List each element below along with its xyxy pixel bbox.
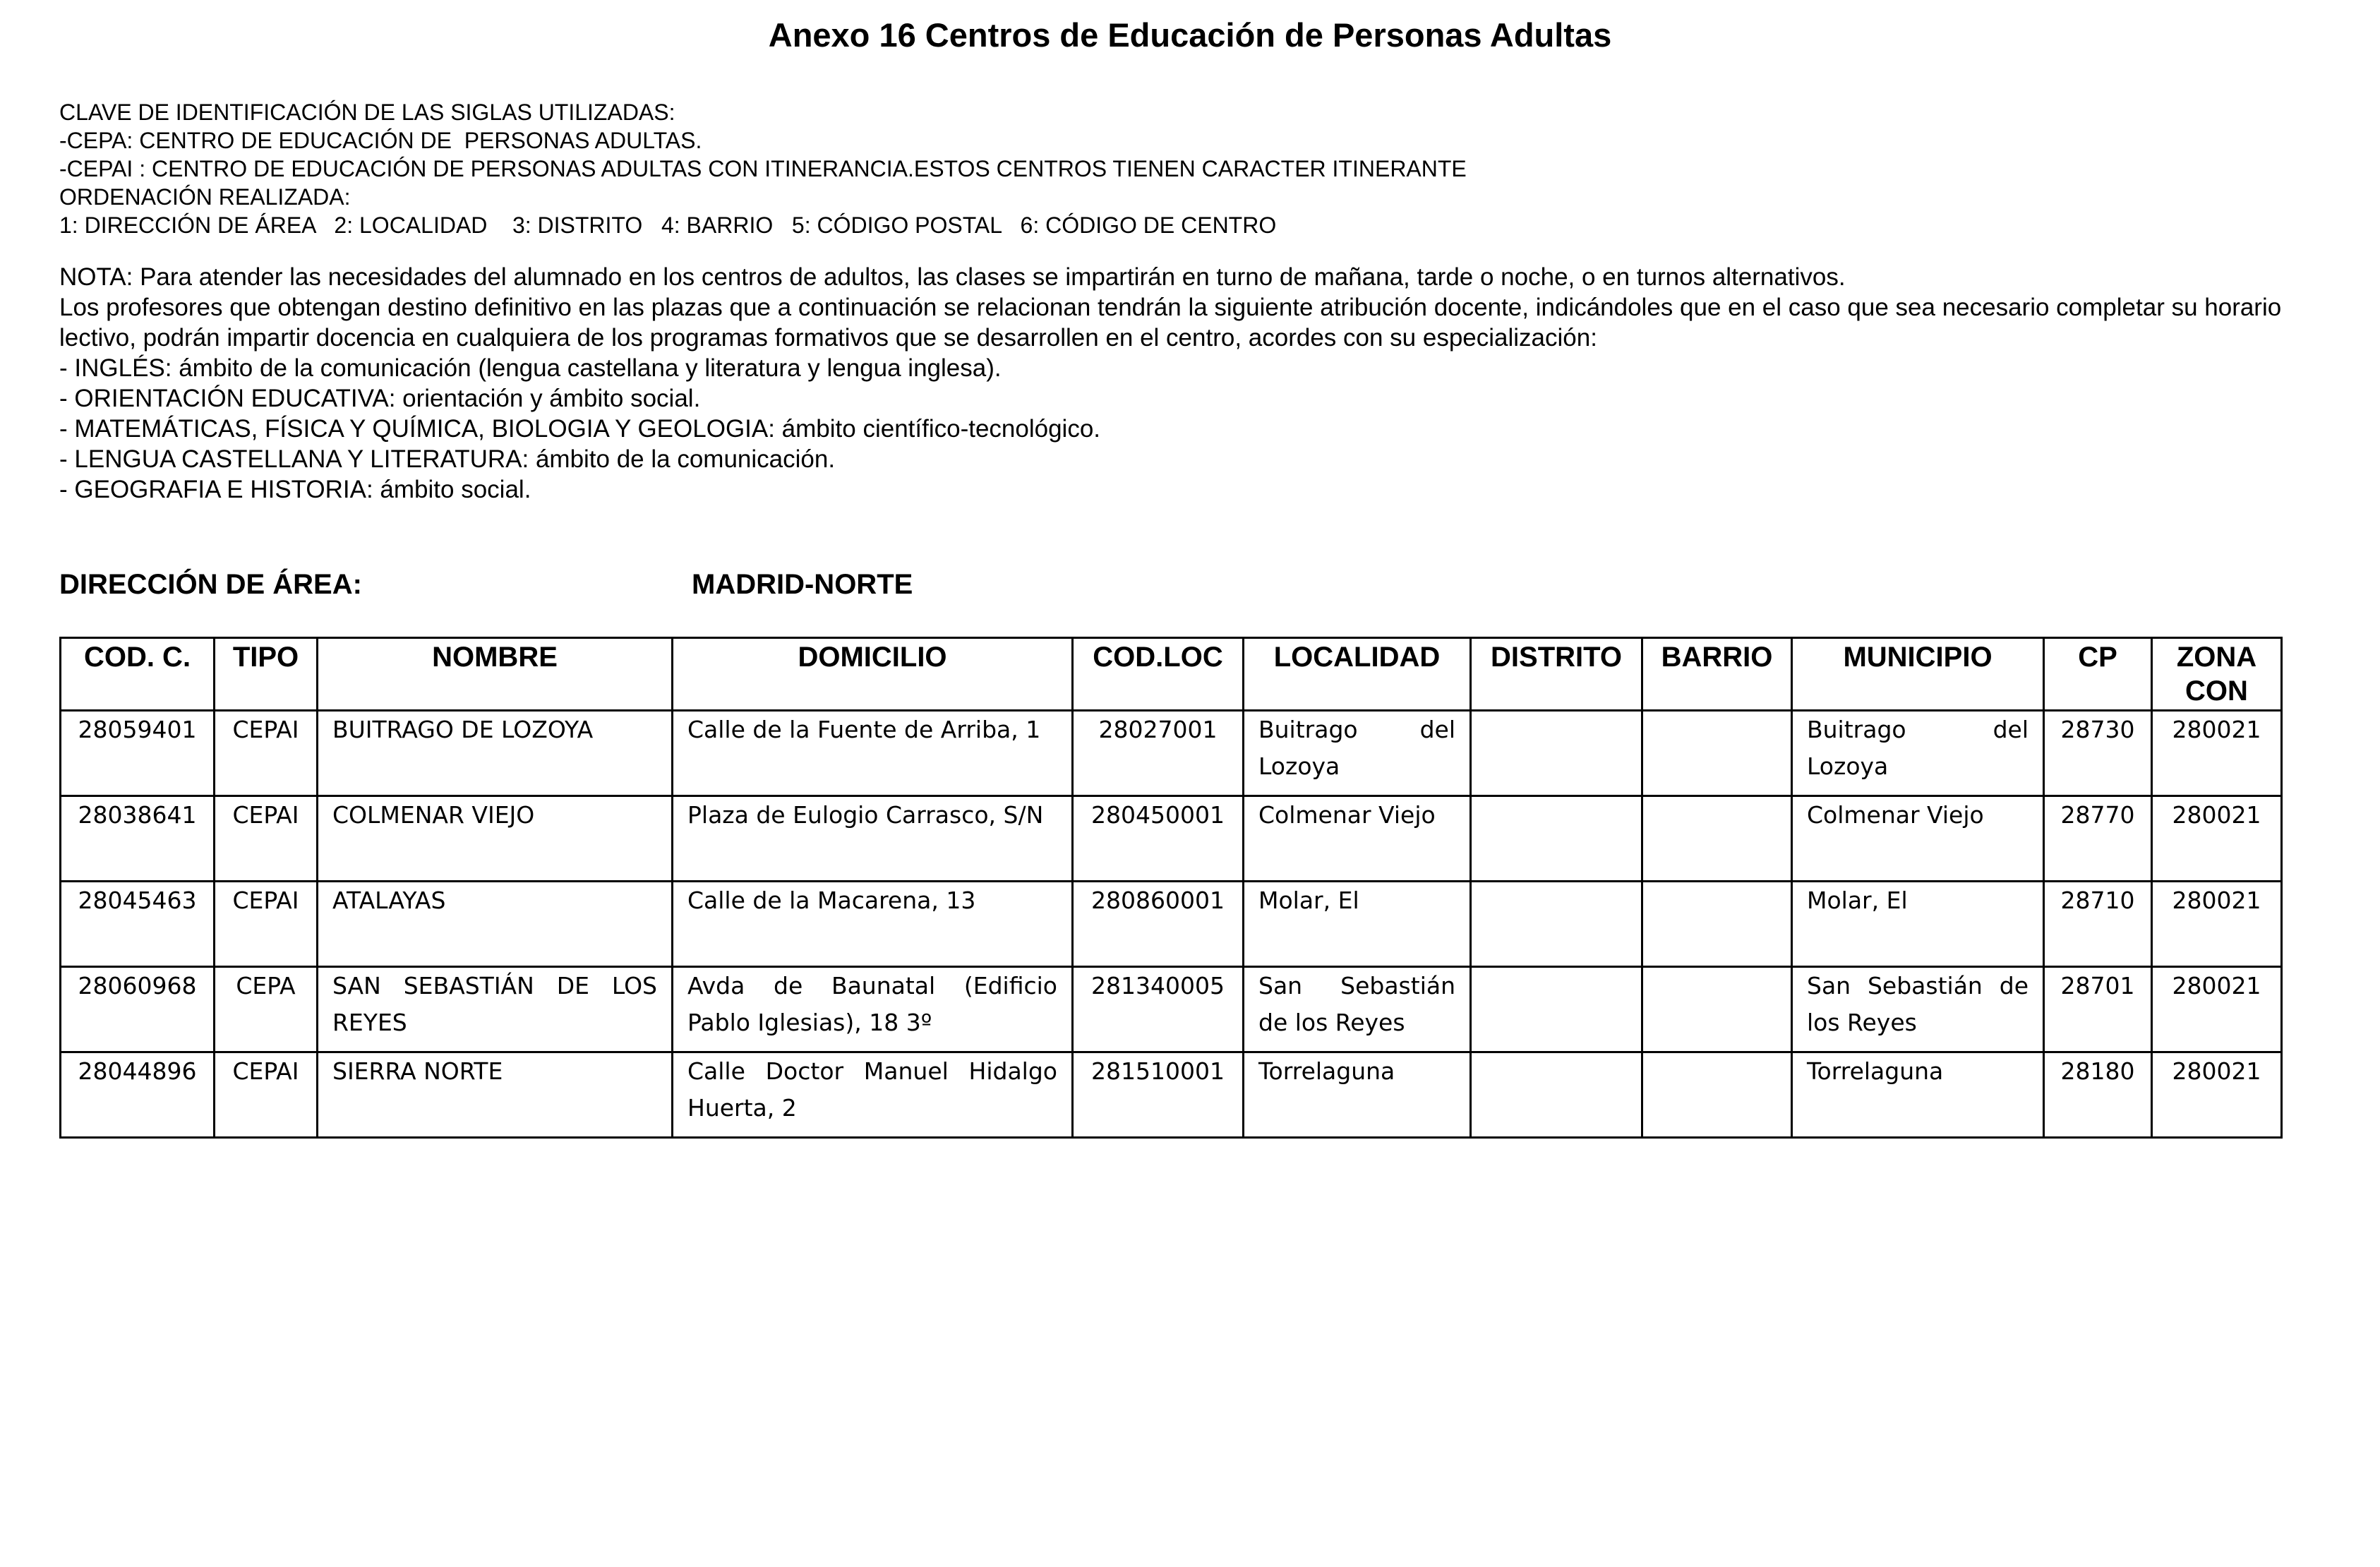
cell-neighborhood	[1642, 711, 1792, 796]
cell-municipality: Colmenar Viejo	[1792, 796, 2044, 882]
cell-name: SIERRA NORTE	[318, 1052, 673, 1138]
cell-locality: Buitrago del Lozoya	[1244, 711, 1471, 796]
page-title: Anexo 16 Centros de Educación de Personas Adultas	[768, 16, 1612, 54]
cell-locality-code: 280450001	[1073, 796, 1244, 882]
cell-code: 28044896	[61, 1052, 215, 1138]
cell-neighborhood	[1642, 796, 1792, 882]
cell-municipality: Torrelaguna	[1792, 1052, 2044, 1138]
table-row	[61, 711, 2282, 796]
column-header: DOMICILIO	[673, 638, 1073, 711]
table-row	[61, 967, 2282, 1052]
legend-line: CLAVE DE IDENTIFICACIÓN DE LAS SIGLAS UTILIZADAS:	[59, 100, 675, 125]
area-value: MADRID-NORTE	[692, 569, 913, 600]
table-header-row	[61, 638, 2282, 711]
cell-locality-code: 280860001	[1073, 882, 1244, 967]
cell-locality: Molar, El	[1244, 882, 1471, 967]
table-row	[61, 1052, 2282, 1138]
cell-address: Calle Doctor Manuel Hidalgo Huerta, 2	[673, 1052, 1073, 1138]
cell-locality: Colmenar Viejo	[1244, 796, 1471, 882]
cell-address: Calle de la Macarena, 13	[673, 882, 1073, 967]
cell-name: SAN SEBASTIÁN DE LOS REYES	[318, 967, 673, 1052]
table-row	[61, 796, 2282, 882]
cell-neighborhood	[1642, 967, 1792, 1052]
note-body: Los profesores que obtengan destino definitivo en las plazas que a continuación se relacionan tendrán la siguiente atribución docente, indicándoles que en el caso que sea necesario completar su horario lectivo, podrán impartir docencia en cualquiera de los programas formativos que se desarrollen en el centro, acordes con su especialización:	[59, 294, 2282, 352]
cell-district	[1471, 1052, 1642, 1138]
cell-locality-code: 281340005	[1073, 967, 1244, 1052]
cell-neighborhood	[1642, 1052, 1792, 1138]
centers-table	[59, 637, 2283, 1139]
cell-zone: 280021	[2152, 1052, 2282, 1138]
cell-name: BUITRAGO DE LOZOYA	[318, 711, 673, 796]
column-header: COD. C.	[61, 638, 215, 711]
cell-code: 28045463	[61, 882, 215, 967]
column-header: DISTRITO	[1471, 638, 1642, 711]
cell-code: 28059401	[61, 711, 215, 796]
cell-postal-code: 28730	[2044, 711, 2152, 796]
cell-postal-code: 28701	[2044, 967, 2152, 1052]
cell-district	[1471, 796, 1642, 882]
cell-type: CEPAI	[215, 711, 318, 796]
note-section	[59, 262, 2360, 505]
column-header: BARRIO	[1642, 638, 1792, 711]
column-header: LOCALIDAD	[1244, 638, 1471, 711]
cell-postal-code: 28180	[2044, 1052, 2152, 1138]
cell-zone: 280021	[2152, 882, 2282, 967]
note-item: - GEOGRAFIA E HISTORIA: ámbito social.	[59, 476, 531, 503]
cell-municipality: Buitrago del Lozoya	[1792, 711, 2044, 796]
note-item: - ORIENTACIÓN EDUCATIVA: orientación y ámbito social.	[59, 385, 701, 412]
cell-district	[1471, 711, 1642, 796]
cell-code: 28038641	[61, 796, 215, 882]
cell-zone: 280021	[2152, 967, 2282, 1052]
cell-code: 28060968	[61, 967, 215, 1052]
cell-zone: 280021	[2152, 796, 2282, 882]
abbreviation-legend	[59, 98, 1467, 239]
cell-locality: Torrelaguna	[1244, 1052, 1471, 1138]
cell-postal-code: 28770	[2044, 796, 2152, 882]
cell-address: Calle de la Fuente de Arriba, 1	[673, 711, 1073, 796]
cell-neighborhood	[1642, 882, 1792, 967]
cell-district	[1471, 882, 1642, 967]
column-header: CP	[2044, 638, 2152, 711]
cell-address: Avda de Baunatal (Edificio Pablo Iglesias), 18 3º	[673, 967, 1073, 1052]
cell-type: CEPAI	[215, 1052, 318, 1138]
area-label: DIRECCIÓN DE ÁREA:	[59, 569, 362, 600]
note-intro: NOTA: Para atender las necesidades del alumnado en los centros de adultos, las clases se impartirán en turno de mañana, tarde o noche, o en turnos alternativos.	[59, 263, 1846, 291]
note-item: - INGLÉS: ámbito de la comunicación (lengua castellana y literatura y lengua inglesa).	[59, 354, 1002, 382]
cell-type: CEPA	[215, 967, 318, 1052]
column-header: ZONA CON	[2152, 638, 2282, 711]
cell-municipality: San Sebastián de los Reyes	[1792, 967, 2044, 1052]
column-header: TIPO	[215, 638, 318, 711]
legend-line: -CEPAI : CENTRO DE EDUCACIÓN DE PERSONAS ADULTAS CON ITINERANCIA.ESTOS CENTROS TIENEN CARACTER ITINERANTE	[59, 156, 1467, 181]
column-header: MUNICIPIO	[1792, 638, 2044, 711]
cell-postal-code: 28710	[2044, 882, 2152, 967]
legend-line: -CEPA: CENTRO DE EDUCACIÓN DE PERSONAS ADULTAS.	[59, 128, 702, 153]
note-item: - MATEMÁTICAS, FÍSICA Y QUÍMICA, BIOLOGIA Y GEOLOGIA: ámbito científico-tecnológico.	[59, 415, 1101, 443]
column-header: NOMBRE	[318, 638, 673, 711]
column-header: COD.LOC	[1073, 638, 1244, 711]
cell-district	[1471, 967, 1642, 1052]
cell-zone: 280021	[2152, 711, 2282, 796]
cell-name: ATALAYAS	[318, 882, 673, 967]
cell-municipality: Molar, El	[1792, 882, 2044, 967]
cell-address: Plaza de Eulogio Carrasco, S/N	[673, 796, 1073, 882]
cell-locality-code: 281510001	[1073, 1052, 1244, 1138]
cell-locality: San Sebastián de los Reyes	[1244, 967, 1471, 1052]
table-row	[61, 882, 2282, 967]
legend-line: 1: DIRECCIÓN DE ÁREA 2: LOCALIDAD 3: DISTRITO 4: BARRIO 5: CÓDIGO POSTAL 6: CÓDIGO DE CENTRO	[59, 212, 1277, 238]
cell-locality-code: 28027001	[1073, 711, 1244, 796]
note-item: - LENGUA CASTELLANA Y LITERATURA: ámbito de la comunicación.	[59, 445, 836, 473]
cell-type: CEPAI	[215, 882, 318, 967]
cell-type: CEPAI	[215, 796, 318, 882]
cell-name: COLMENAR VIEJO	[318, 796, 673, 882]
legend-line: ORDENACIÓN REALIZADA:	[59, 184, 351, 210]
